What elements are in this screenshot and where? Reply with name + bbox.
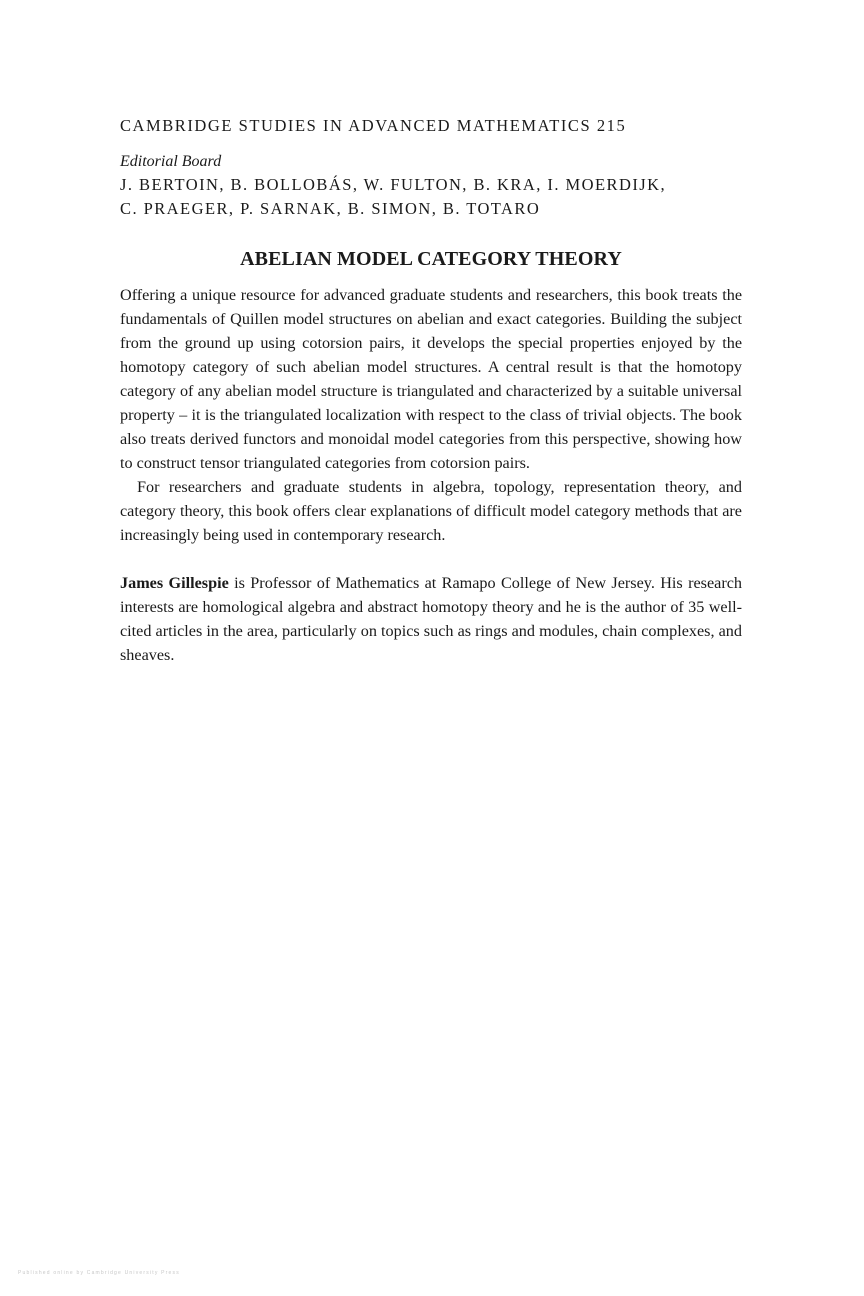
author-bio (120, 571, 742, 667)
editorial-board-label: Editorial Board (120, 153, 222, 170)
description-paragraph-1: Offering a unique resource for advanced graduate students and researchers, this book treats the fundamentals of Quillen model structures on abelian and exact categories. Building the subject from the ground up using cotorsion pairs, it develops the special properties enjoyed by the homotopy category of such abelian model structures. A central result is that the homotopy category of any abelian model structure is triangulated and characterized by a suitable universal property – it is the triangulated localization with respect to the class of trivial objects. The book also treats derived functors and monoidal model categories from this perspective, showing how to construct tensor triangulated categories from cotorsion pairs. (120, 286, 742, 472)
series-title: CAMBRIDGE STUDIES IN ADVANCED MATHEMATICS 215 (120, 116, 627, 135)
editorial-board-line-1: J. BERTOIN, B. BOLLOBÁS, W. FULTON, B. KRA, I. MOERDIJK, (120, 175, 667, 194)
author-name: James Gillespie (120, 574, 229, 592)
book-title: ABELIAN MODEL CATEGORY THEORY (240, 248, 622, 270)
description-paragraph-2: For researchers and graduate students in algebra, topology, representation theory, and category theory, this book offers clear explanations of difficult model category methods that are increasingly being used in contemporary research. (120, 478, 742, 544)
page-content (120, 112, 742, 667)
editorial-board-names (120, 173, 742, 221)
editorial-board-line-2: C. PRAEGER, P. SARNAK, B. SIMON, B. TOTARO (120, 199, 541, 218)
footer-publisher-note: Published online by Cambridge University Press (18, 1270, 180, 1276)
author-bio-text: is Professor of Mathematics at Ramapo College of New Jersey. His research interests are homological algebra and abstract homotopy theory and he is the author of 35 well-cited articles in the area, particularly on topics such as rings and modules, chain complexes, and sheaves. (120, 574, 742, 664)
